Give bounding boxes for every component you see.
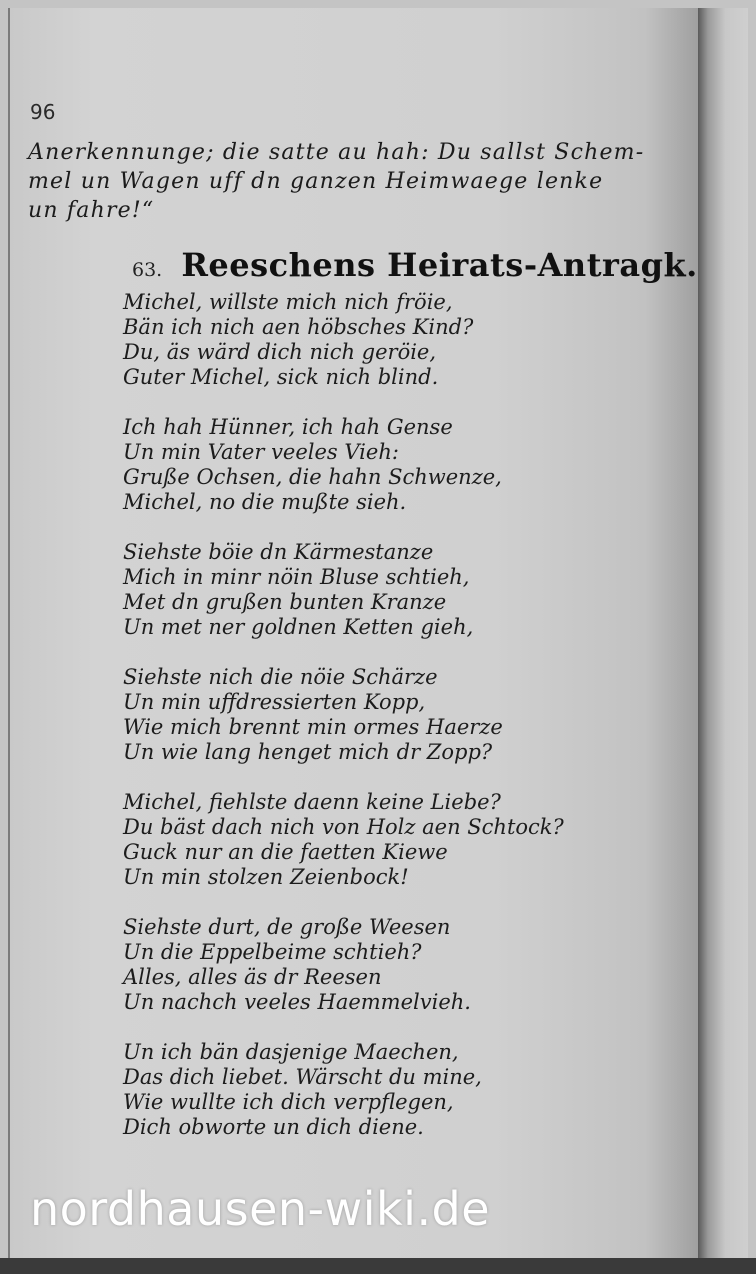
poem-line: Ich hah Hünner, ich hah Gense	[123, 415, 453, 439]
stanza	[123, 290, 623, 390]
poem-line: Un wie lang henget mich dr Zopp?	[123, 740, 493, 764]
poem-line: Wie wullte ich dich verpflegen,	[123, 1090, 454, 1114]
poem-line: Du, äs wärd dich nich geröie,	[123, 340, 437, 364]
poem-line: Du bäst dach nich von Holz aen Schtock?	[123, 815, 564, 839]
poem-body	[123, 290, 623, 1165]
watermark-text: nordhausen-wiki.de	[30, 1182, 491, 1236]
prose-line: Anerkennunge; die satte au hah: Du sallst Schem-	[28, 140, 645, 165]
poem-line: Guter Michel, sick nich blind.	[123, 365, 439, 389]
poem-line: Guck nur an die faetten Kiewe	[123, 840, 448, 864]
poem-line: Un nachch veeles Haemmelvieh.	[123, 990, 471, 1014]
poem-line: Met dn grußen bunten Kranze	[123, 590, 447, 614]
poem-line: Siehste durt, de große Weesen	[123, 915, 451, 939]
stanza	[123, 1040, 623, 1140]
poem-line: Gruße Ochsen, die hahn Schwenze,	[123, 465, 502, 489]
poem-line: Un die Eppelbeime schtieh?	[123, 940, 422, 964]
poem-line: Dich obworte un dich diene.	[123, 1115, 424, 1139]
poem-line: Siehste nich die nöie Schärze	[123, 665, 438, 689]
poem-line: Das dich liebet. Wärscht du mine,	[123, 1065, 482, 1089]
stanza	[123, 790, 623, 890]
poem-line: Wie mich brennt min ormes Haerze	[123, 715, 503, 739]
poem-line: Un min stolzen Zeienbock!	[123, 865, 409, 889]
poem-title: Reeschens Heirats-Antragk.	[181, 246, 698, 284]
stanza	[123, 915, 623, 1015]
poem-heading	[132, 246, 698, 284]
poem-number: 63.	[132, 259, 163, 281]
poem-line: Michel, willste mich nich fröie,	[123, 290, 453, 314]
poem-line: Michel, fiehlste daenn keine Liebe?	[123, 790, 501, 814]
prose-line: mel un Wagen uff dn ganzen Heimwaege lenke	[28, 169, 604, 194]
poem-line: Alles, alles äs dr Reesen	[123, 965, 382, 989]
stanza	[123, 665, 623, 765]
prose-line: un fahre!“	[28, 198, 155, 223]
poem-line: Un ich bän dasjenige Maechen,	[123, 1040, 459, 1064]
scan-bottom-edge	[0, 1258, 756, 1274]
poem-line: Mich in minr nöin Bluse schtieh,	[123, 565, 470, 589]
poem-line: Un min uffdressierten Kopp,	[123, 690, 426, 714]
poem-line: Michel, no die mußte sieh.	[123, 490, 407, 514]
poem-line: Un met ner goldnen Ketten gieh,	[123, 615, 474, 639]
stanza	[123, 540, 623, 640]
poem-line: Bän ich nich aen höbsches Kind?	[123, 315, 474, 339]
poem-line: Siehste böie dn Kärmestanze	[123, 540, 434, 564]
stanza	[123, 415, 623, 515]
page-number: 96	[30, 100, 56, 124]
poem-line: Un min Vater veeles Vieh:	[123, 440, 399, 464]
prose-block	[28, 138, 658, 225]
next-page-edge	[698, 8, 748, 1260]
